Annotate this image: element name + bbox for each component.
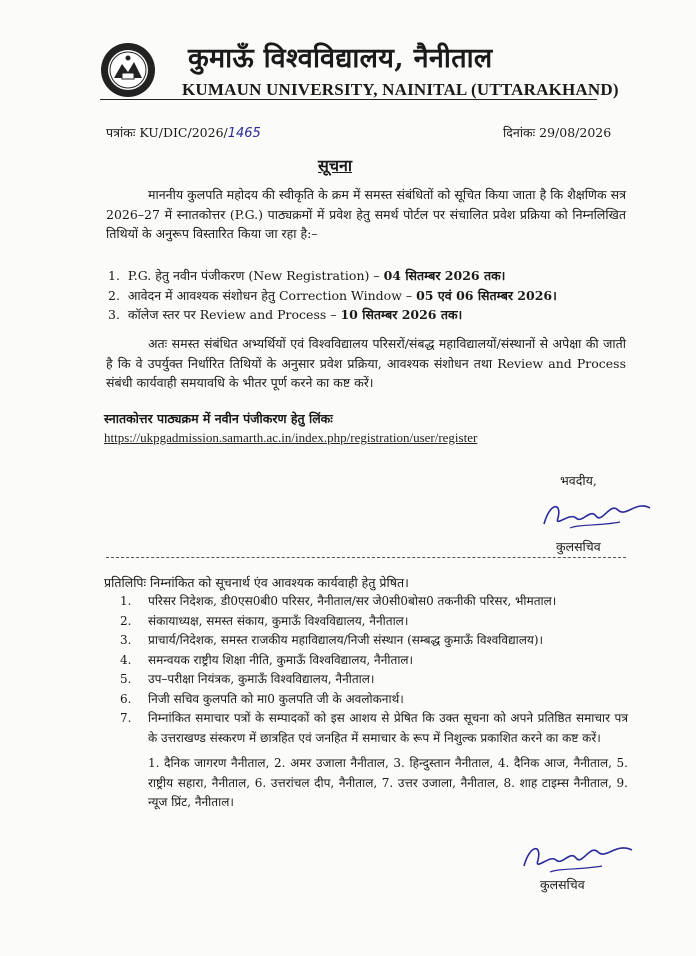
university-title-english: KUMAUN UNIVERSITY, NAINITAL (UTTARAKHAND)	[182, 80, 619, 99]
cc-heading: प्रतिलिपिः निम्नांकित को सूचनार्थ एंव आवश्यक कार्यवाही हेतु प्रेषित।	[104, 575, 409, 590]
schedule-list	[108, 266, 557, 325]
notice-date: दिनांकः 29/08/2026	[503, 125, 612, 140]
schedule-item: 1. P.G. हेतु नवीन पंजीकरण (New Registration) – 04 सितम्बर 2026 तक।	[108, 268, 506, 283]
handwritten-number: 1465	[227, 126, 261, 141]
schedule-item: 3. कॉलेज स्तर पर Review and Process – 10 सितम्बर 2026 तक।	[108, 307, 463, 322]
signatory-title-bottom: कुलसचिव	[540, 877, 585, 892]
body-paragraph: माननीय कुलपति महोदय की स्वीकृति के क्रम में समस्त संबंधितों को सूचित किया जाता है कि शैक्षणिक सत्र 2026–27 में स्नातकोत्तर (P.G.) पाठ्यक्रमों में प्रवेश हेतु समर्थ पोर्टल पर संचालित प्रवेश प्रक्रिया को निम्नलिखित तिथियों के अनुरूप विस्तारित किया जा रहा है:–	[106, 187, 626, 241]
cc-item: 4. समन्वयक राष्ट्रीय शिक्षा नीति, कुमाऊँ विश्वविद्यालय, नैनीताल।	[120, 652, 414, 667]
signatory-title: कुलसचिव	[556, 539, 601, 554]
signature-mark	[540, 494, 660, 542]
closing-text: भवदीय,	[560, 473, 597, 488]
cc-item: 1. परिसर निदेशक, डी0एस0बी0 परिसर, नैनीताल/सर जे0सी0बोस0 तकनीकी परिसर, भीमताल।	[120, 594, 557, 608]
reference-label: पत्रांकः KU/DIC/2026/	[106, 125, 228, 140]
section-divider	[106, 557, 626, 558]
cc-item: 7. निम्नांकित समाचार पत्रों के सम्पादकों को इस आशय से प्रेषित कि उक्त सूचना को अपने प्रतिष्ठित समाचार पत्र के उत्तराखण्ड संस्करण में छात्रहित एवं जनहित में समाचार के रूप में निशुल्क प्रकाशित करने का कष्ट करें।	[120, 711, 628, 745]
cc-item: 2. संकायाध्यक्ष, समस्त संकाय, कुमाऊँ विश्वविद्यालय, नैनीताल।	[120, 613, 409, 628]
header-divider	[100, 99, 597, 100]
cc-item: 3. प्राचार्य/निदेशक, समस्त राजकीय महाविद्यालय/निजी संस्थान (सम्बद्ध कुमाऊँ विश्वविद्यालय)।	[120, 633, 544, 647]
schedule-item: 2. आवेदन में आवश्यक संशोधन हेतु Correction Window – 05 एवं 06 सितम्बर 2026।	[108, 287, 557, 303]
cc-item: 6. निजी सचिव कुलपति को मा0 कुलपति जी के अवलोकनार्थ।	[120, 691, 404, 706]
cc-item: 5. उप–परीक्षा नियंत्रक, कुमाऊँ विश्वविद्यालय, नैनीताल।	[120, 672, 375, 686]
cc-list	[120, 592, 628, 813]
university-title-hindi: कुमाऊँ विश्वविद्यालय, नैनीताल	[188, 43, 493, 74]
notice-heading: सूचना	[318, 156, 353, 175]
reference-number	[106, 124, 261, 141]
registration-link[interactable]: https://ukpgadmission.samarth.ac.in/index.php/registration/user/register	[104, 430, 478, 445]
newspaper-list: 1. दैनिक जागरण नैनीताल, 2. अमर उजाला नैनीताल, 3. हिन्दुस्तान नैनीताल, 4. दैनिक आज, नैनीताल, 5. राष्ट्रीय सहारा, नैनीताल, 6. उत्तरांचल दीप, नैनीताल, 7. उत्तर उजाला, नैनीताल, 8. शाह टाइम्स नैनीताल, 9. न्यूज प्रिंट, नैनीताल।	[148, 756, 628, 809]
request-paragraph: अतः समस्त संबंधित अभ्यर्थियों एवं विश्वविद्यालय परिसरों/संबद्ध महाविद्यालयों/संस्थानों से अपेक्षा की जाती है कि वे उपर्युक्त निर्धारित तिथियों के अनुसार प्रवेश प्रक्रिया, आवश्यक संशोधन तथा Review and Process संबंधी कार्यवाही समयावधि के भीतर पूर्ण करने का कष्ट करें।	[106, 336, 626, 390]
university-seal-logo	[100, 42, 156, 98]
link-heading: स्नातकोत्तर पाठ्यक्रम में नवीन पंजीकरण हेतु लिंकः	[104, 411, 333, 426]
